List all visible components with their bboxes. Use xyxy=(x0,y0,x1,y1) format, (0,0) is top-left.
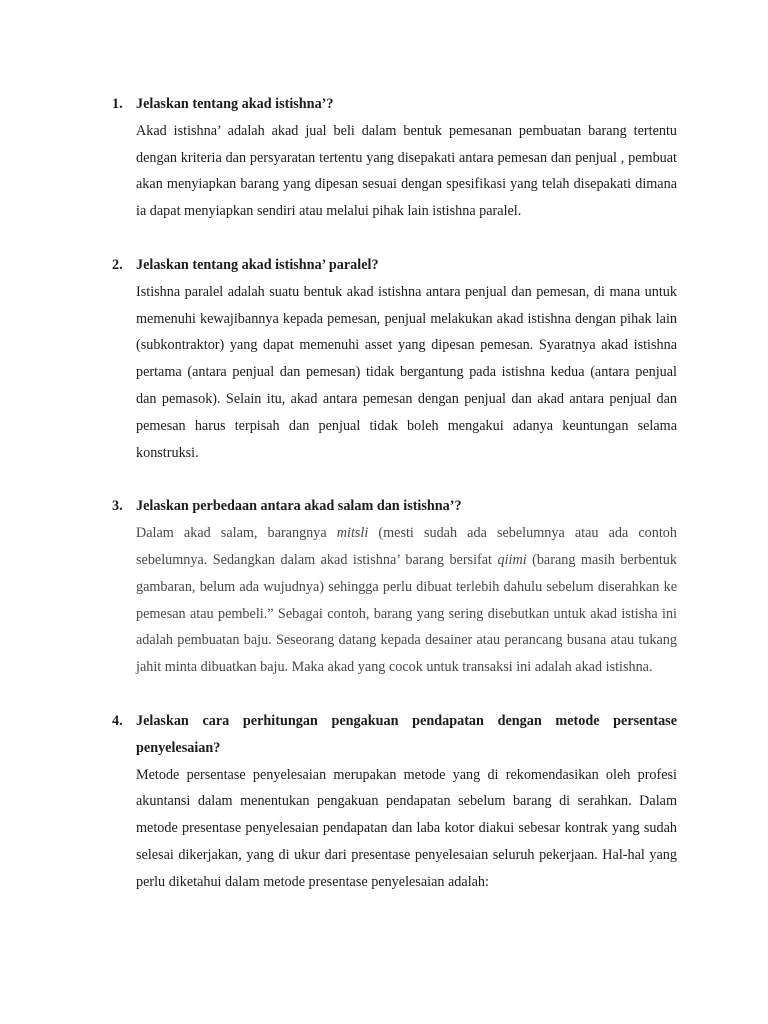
item-number: 1. xyxy=(112,96,123,112)
question-text: Jelaskan cara perhitungan pengakuan pendapatan dengan metode persentase penyelesaian? xyxy=(136,712,677,756)
answer-text-part: (mesti sudah ada sebelumnya atau ada contoh sebelumnya. Sedangkan dalam akad istishna’ barang bersifat xyxy=(136,525,677,568)
answer-text xyxy=(136,520,677,681)
question-text: Jelaskan perbedaan antara akad salam dan istishna’? xyxy=(136,498,462,515)
question-item-1 xyxy=(112,91,677,225)
question-text: Jelaskan tentang akad istishna’? xyxy=(136,96,334,112)
answer-text: Metode persentase penyelesaian merupakan metode yang di rekomendasikan oleh profesi akuntansi dalam menentukan pengakuan pendapatan sebelum barang di serahkan. Dalam metode presentase penyelesaian pendapatan dan laba kotor diakui sebesar kontrak yang sudah selesai dikerjakan, yang di ukur dari presentase penyelesaian seluruh pekerjaan. Hal-hal yang perlu diketahui dalam metode presentase penyelesaian adalah: xyxy=(136,766,677,890)
item-number: 3. xyxy=(112,498,123,515)
question-item-4 xyxy=(112,708,677,896)
answer-text: Akad istishna’ adalah akad jual beli dalam bentuk pemesanan pembuatan barang tertentu dengan kriteria dan persyaratan tertentu yang disepakati antara pemesan dan penjual , pembuat akan menyiapkan barang yang dipesan sesuai dengan spesifikasi yang telah disepakati dimana ia dapat menyiapkan sendiri atau melalui pihak lain istishna paralel. xyxy=(136,122,677,220)
answer-text-part: Dalam akad salam, barangnya xyxy=(136,525,337,542)
question-text: Jelaskan tentang akad istishna’ paralel? xyxy=(136,256,379,273)
item-number: 4. xyxy=(112,712,123,729)
question-item-3 xyxy=(112,493,677,681)
spacer xyxy=(0,681,768,708)
answer-text-part: (barang masih berbentuk gambaran, belum ada wujudnya) sehingga perlu dibuat terlebih dahulu sebelum diserahkan ke pemesan atau pembeli.” Sebagai contoh, barang yang sering disebutkan untuk akad istisha ini adalah pembuatan baju. Seseorang datang kepada desainer atau perancang busana atau tukang jahit minta dibuatkan baju. Maka akad yang cocok untuk transaksi ini adalah akad istishna. xyxy=(136,551,677,676)
question-item-2 xyxy=(112,252,677,466)
answer-text: Istishna paralel adalah suatu bentuk akad istishna antara penjual dan pemesan, di mana untuk memenuhi kewajibannya kepada pemesan, penjual melakukan akad istishna dengan pihak lain (subkontraktor) yang dapat memenuhi asset yang dipesan pemesan. Syaratnya akad istishna pertama (antara penjual dan pemesan) tidak bergantung pada istishna kedua (antara penjual dan pemasok). Selain itu, akad antara pemesan dengan penjual dan akad antara penjual dan pemesan harus terpisah dan penjual tidak boleh mengakui adanya keuntungan selama konstruksi. xyxy=(136,283,677,461)
answer-italic-term: qiimi xyxy=(497,551,527,568)
spacer xyxy=(0,225,768,252)
spacer xyxy=(0,466,768,493)
answer-italic-term: mitsli xyxy=(336,525,369,542)
item-number: 2. xyxy=(112,256,123,273)
